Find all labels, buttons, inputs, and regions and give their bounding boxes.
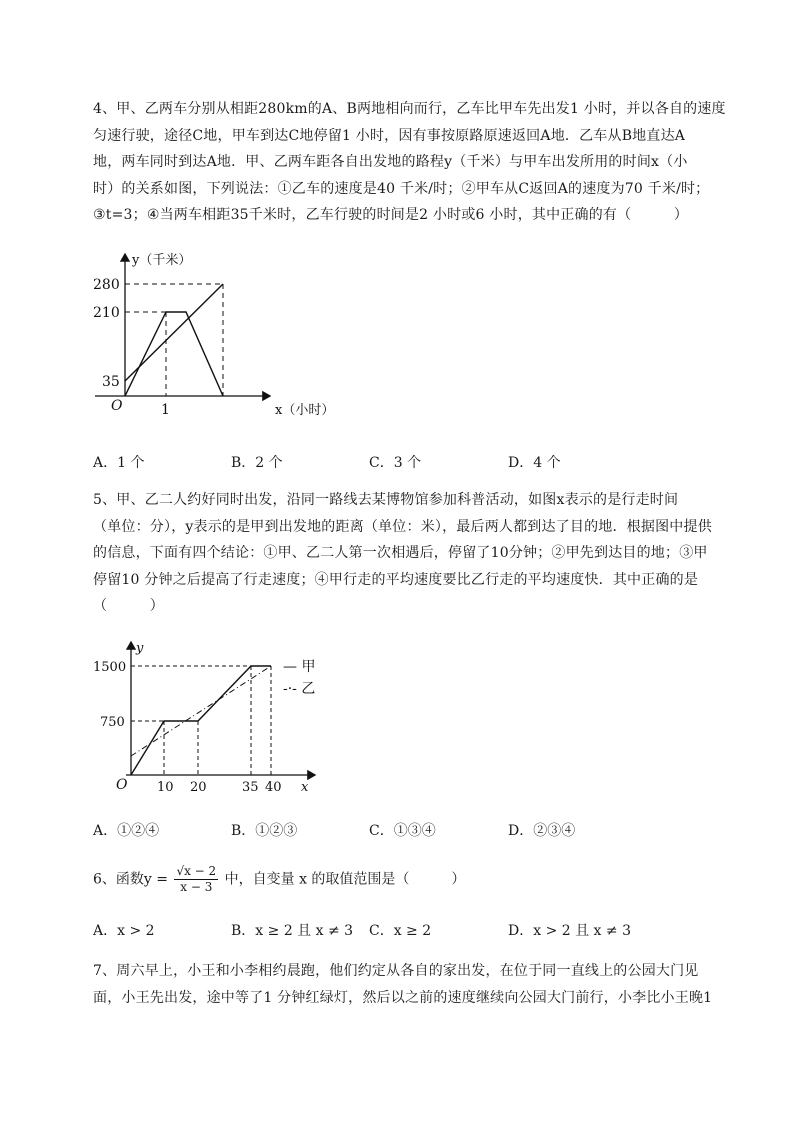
q5-line: 5、甲、乙二人约好同时出发，沿同一路线去某博物馆参加科普活动，如图x表示的是行走时间 <box>93 492 679 508</box>
q6-option-a[interactable]: A．x > 2 <box>93 923 155 939</box>
q6-option-c[interactable]: C．x ≥ 2 <box>369 923 432 939</box>
q5-line: （ ） <box>93 598 164 614</box>
q5-line: （单位：分），y表示的是甲到出发地的距离（单位：米），最后两人都到达了目的地．根据图中提供 <box>93 518 712 535</box>
q4-option-b[interactable]: B．2 个 <box>231 455 283 471</box>
q5-tick-35: 35 <box>242 780 259 795</box>
q6-numerator: √x − 2 <box>176 864 217 878</box>
question-4-text <box>93 96 743 229</box>
q4-options <box>93 452 743 472</box>
q5-x-label: x <box>301 780 309 795</box>
q4-tick-210: 210 <box>93 305 120 321</box>
q5-y-label: y <box>136 641 144 656</box>
q5-option-a[interactable]: A．①②④ <box>93 823 160 839</box>
q5-line: 的信息，下面有四个结论：①甲、乙二人第一次相遇后，停留了10分钟；②甲先到达目的地；③甲 <box>93 545 708 561</box>
q4-line: 4、甲、乙两车分别从相距280km的A、B两地相向而行，乙车比甲车先出发1 小时，并以各自的速度 <box>93 101 726 117</box>
question-5-text <box>93 487 743 620</box>
q4-tick-280: 280 <box>93 277 120 293</box>
q4-option-a[interactable]: A．1 个 <box>93 455 145 471</box>
q6-fraction <box>174 864 218 895</box>
q5-legend-jia: — 甲 <box>283 659 316 675</box>
q5-origin: O <box>116 777 128 793</box>
q6-option-b[interactable]: B．x ≥ 2 且 x ≠ 3 <box>231 923 354 939</box>
q6-option-d[interactable]: D．x > 2 且 x ≠ 3 <box>508 923 631 939</box>
q4-option-c[interactable]: C．3 个 <box>369 455 422 471</box>
q6-suffix: 中，自变量 x 的取值范围是（ ） <box>224 871 466 888</box>
q5-graph <box>90 636 350 798</box>
q4-line-yi <box>125 284 223 381</box>
q5-line-yi <box>131 666 271 756</box>
q5-tick-750: 750 <box>100 715 125 730</box>
q4-option-d[interactable]: D．4 个 <box>508 455 561 471</box>
q4-line: 匀速行驶，途径C地，甲车到达C地停留1 小时，因有事按原路原速返回A地．乙车从B地直达A <box>93 127 686 144</box>
q5-option-b[interactable]: B．①②③ <box>231 823 298 839</box>
question-6-text <box>93 864 465 895</box>
q5-tick-10: 10 <box>157 780 174 795</box>
q5-option-d[interactable]: D．②③④ <box>508 823 576 839</box>
q5-tick-20: 20 <box>190 780 207 795</box>
q5-line: 停留10 分钟之后提高了行走速度；④甲行走的平均速度要比乙行走的平均速度快．其中正确的是 <box>93 571 699 588</box>
q7-line: 7、周六早上，小王和小李相约晨跑，他们约定从各自的家出发，在位于同一直线上的公园大门见 <box>93 963 699 979</box>
q6-denominator: x − 3 <box>180 880 213 894</box>
q4-tick-35: 35 <box>102 374 120 390</box>
q4-graph <box>90 248 370 423</box>
question-7-text <box>93 958 743 1011</box>
q4-x-label: x（小时） <box>275 403 335 418</box>
q5-tick-40: 40 <box>265 780 282 795</box>
q4-origin: O <box>111 398 123 414</box>
q4-line: 时）的关系如图，下列说法：①乙车的速度是40 千米/时；②甲车从C返回A的速度为70 千米/时； <box>93 180 710 197</box>
q4-y-label: y（千米） <box>132 253 192 268</box>
q6-options <box>93 920 743 940</box>
q4-tick-1: 1 <box>161 402 170 418</box>
q7-line: 面，小王先出发，途中等了1 分钟红绿灯，然后以之前的速度继续向公园大门前行，小李比小王晚1 <box>93 989 713 1006</box>
q5-tick-1500: 1500 <box>93 660 127 675</box>
q4-line: 地，两车同时到达A地．甲、乙两车距各自出发地的路程y（千米）与甲车出发所用的时间x（小 <box>93 154 688 170</box>
q4-line: ③t=3；④当两车相距35千米时，乙车行驶的时间是2 小时或6 小时，其中正确的有（ ） <box>93 207 689 223</box>
q5-options <box>93 820 743 840</box>
q5-legend-yi: -·- 乙 <box>283 681 316 697</box>
q6-prefix: 6、函数y = <box>93 871 168 888</box>
q5-option-c[interactable]: C．①③④ <box>369 823 436 839</box>
q4-line-jia <box>125 312 223 396</box>
